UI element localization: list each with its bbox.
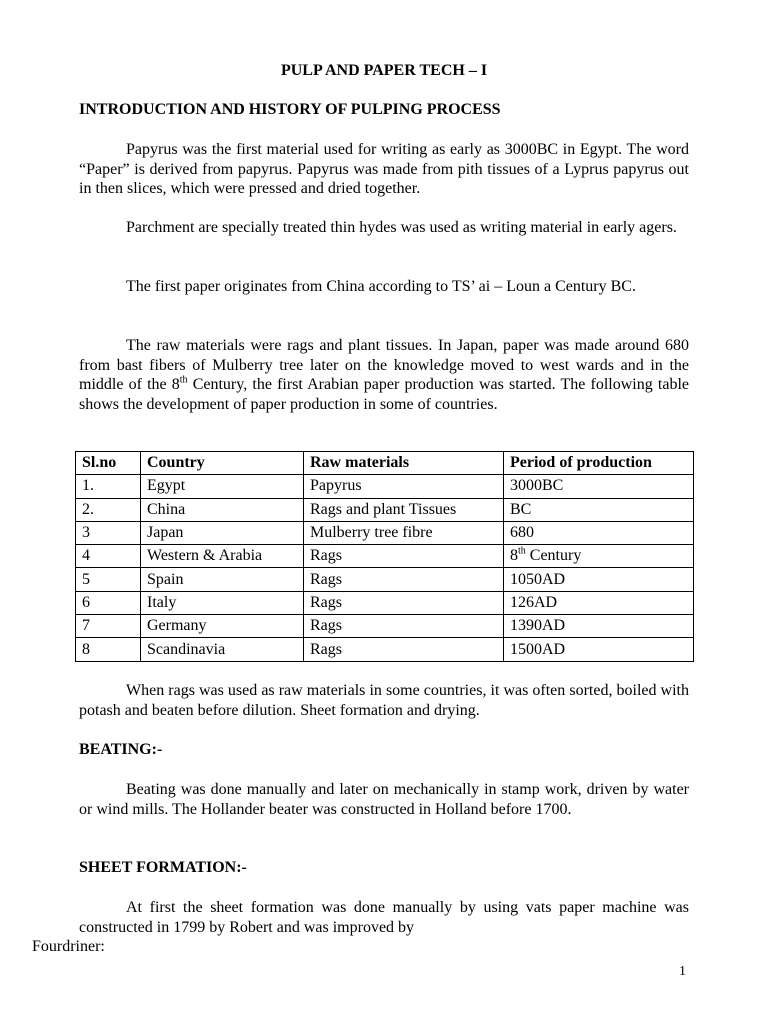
header-country: Country: [141, 452, 304, 475]
cell-slno: 2.: [76, 498, 141, 521]
table-row: [76, 568, 694, 591]
page-number: 1: [679, 964, 686, 979]
table-row: [76, 591, 694, 614]
cell-period: 1050AD: [504, 568, 694, 591]
cell-country: Spain: [141, 568, 304, 591]
cell-raw-material: Mulberry tree fibre: [304, 521, 504, 544]
paragraph-sheet-formation-end: Fourdriner:: [32, 938, 105, 956]
header-slno: Sl.no: [76, 452, 141, 475]
beating-heading: BEATING:-: [79, 741, 163, 758]
paragraph-china-origin: The first paper originates from China according to TS’ ai – Loun a Century BC.: [126, 278, 636, 295]
table-row: [76, 521, 694, 544]
cell-period: 1500AD: [504, 638, 694, 661]
cell-slno: 3: [76, 521, 141, 544]
cell-raw-material: Rags: [304, 568, 504, 591]
cell-country: Western & Arabia: [141, 545, 304, 568]
table-row: [76, 475, 694, 498]
paragraph-raw-materials: [79, 336, 689, 414]
cell-raw-material: Papyrus: [304, 475, 504, 498]
cell-country: China: [141, 498, 304, 521]
cell-period-suffix: Century: [525, 547, 582, 565]
paragraph-beating: Beating was done manually and later on mechanically in stamp work, driven by water or wind mills. The Hollander beater was constructed in Holland before 1700.: [79, 781, 689, 818]
header-raw-materials: Raw materials: [304, 452, 504, 475]
cell-country: Germany: [141, 615, 304, 638]
table-header-row: [76, 452, 694, 475]
cell-slno: 5: [76, 568, 141, 591]
cell-raw-material: Rags: [304, 615, 504, 638]
superscript: th: [179, 374, 188, 386]
cell-raw-material: Rags: [304, 545, 504, 568]
cell-period: 126AD: [504, 591, 694, 614]
paragraph-sheet-formation: [32, 898, 689, 957]
cell-country: Scandinavia: [141, 638, 304, 661]
table-row: [76, 615, 694, 638]
superscript: th: [518, 546, 526, 557]
cell-raw-material: Rags: [304, 638, 504, 661]
table-row: [76, 498, 694, 521]
table-row: [76, 638, 694, 661]
cell-period: 1390AD: [504, 615, 694, 638]
section-heading: INTRODUCTION AND HISTORY OF PULPING PROCESS: [79, 101, 501, 118]
cell-raw-material: Rags and plant Tissues: [304, 498, 504, 521]
cell-country: Italy: [141, 591, 304, 614]
cell-country: Japan: [141, 521, 304, 544]
cell-slno: 6: [76, 591, 141, 614]
cell-slno: 7: [76, 615, 141, 638]
cell-slno: 1.: [76, 475, 141, 498]
cell-country: Egypt: [141, 475, 304, 498]
paragraph-sheet-formation-text: At first the sheet formation was done manually by using vats paper machine was constructed in 1799 by Robert and was improved by: [79, 899, 689, 936]
cell-slno: 8: [76, 638, 141, 661]
paragraph-raw-materials-text-b: Century, the first Arabian paper production was started. The following table shows the development of paper production in some of countries.: [79, 376, 690, 413]
document-title: PULP AND PAPER TECH – I: [280, 62, 488, 79]
cell-slno: 4: [76, 545, 141, 568]
paragraph-papyrus: Papyrus was the first material used for writing as early as 3000BC in Egypt. The word “Paper” is derived from papyrus. Papyrus was made from pith tissues of a Lyprus papyrus out in then slices, which were pressed and dried together.: [79, 141, 689, 198]
sheet-formation-heading: SHEET FORMATION:-: [79, 859, 247, 876]
cell-period: 680: [504, 521, 694, 544]
paragraph-rags-processing: When rags was used as raw materials in some countries, it was often sorted, boiled with potash and beaten before dilution. Sheet formation and drying.: [79, 682, 689, 719]
header-period: Period of production: [504, 452, 694, 475]
paragraph-raw-materials-text-a: The raw materials were rags and plant tissues. In Japan, paper was made around 680 from bast fibers of Mulberry tree later on the knowledge moved to west wards and in the middle of the 8: [79, 337, 689, 394]
cell-period: [504, 545, 694, 568]
cell-period: BC: [504, 498, 694, 521]
cell-period: 3000BC: [504, 475, 694, 498]
cell-raw-material: Rags: [304, 591, 504, 614]
table-row: [76, 545, 694, 568]
paper-production-table: [75, 451, 694, 662]
cell-period-number: 8: [510, 547, 518, 565]
paragraph-parchment: Parchment are specially treated thin hydes was used as writing material in early agers.: [126, 219, 677, 236]
